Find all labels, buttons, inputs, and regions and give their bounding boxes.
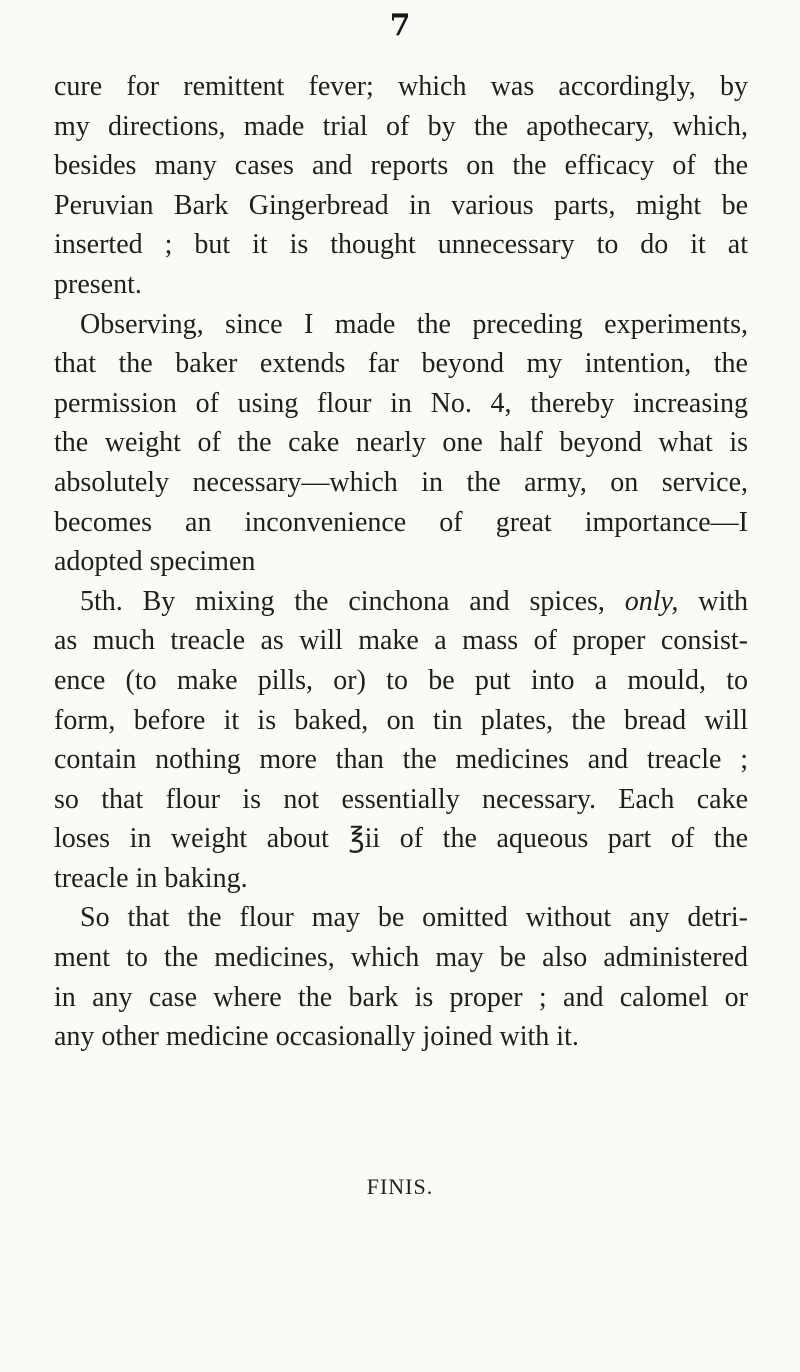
text-line: Observing, since I made the preceding experiments, — [80, 308, 748, 340]
text-line: besides many cases and reports on the efficacy of the — [54, 150, 748, 182]
text-line: loses in weight about ℥ii of the aqueous part of the — [54, 823, 748, 855]
text-line: form, before it is baked, on tin plates, the bread will — [54, 704, 748, 736]
text-line: ment to the medicines, which may be also administered — [54, 942, 748, 974]
text-line: Peruvian Bark Gingerbread in various parts, might be — [54, 189, 748, 221]
text-line: absolutely necessary—which in the army, on service, — [54, 466, 748, 498]
text-line: my directions, made trial of by the apothecary, which, — [54, 110, 748, 142]
text-line: ence (to make pills, or) to be put into a mould, to — [54, 664, 748, 696]
text-line: as much treacle as will make a mass of proper consist- — [54, 625, 748, 657]
italic-emphasis: only, — [624, 585, 679, 617]
text-segment: with — [698, 585, 748, 617]
text-line: that the baker extends far beyond my intention, the — [54, 348, 748, 380]
text-line: becomes an inconvenience of great importance—I — [54, 506, 748, 538]
page-number: 7 — [389, 8, 411, 43]
text-line: So that the flour may be omitted without any detri- — [80, 902, 748, 934]
text-line: the weight of the cake nearly one half beyond what is — [54, 427, 748, 459]
text-line: so that flour is not essentially necessary. Each cake — [54, 783, 748, 815]
text-line: treacle in baking. — [54, 862, 248, 894]
body-text — [54, 67, 748, 1057]
text-line: any other medicine occasionally joined with it. — [54, 1021, 579, 1053]
text-line — [54, 582, 748, 622]
finis-label: FINIS. — [366, 1174, 434, 1199]
text-line: in any case where the bark is proper ; and calomel or — [54, 981, 748, 1013]
text-line: adopted specimen — [54, 546, 256, 578]
text-line: contain nothing more than the medicines and treacle ; — [54, 744, 748, 776]
text-line: permission of using flour in No. 4, thereby increasing — [54, 387, 748, 419]
text-line: cure for remittent fever; which was accordingly, by — [54, 71, 748, 102]
text-line: present. — [54, 268, 142, 300]
text-segment: 5th. By mixing the cinchona and spices, — [80, 585, 605, 617]
text-line: inserted ; but it is thought unnecessary to do it at — [54, 229, 748, 261]
